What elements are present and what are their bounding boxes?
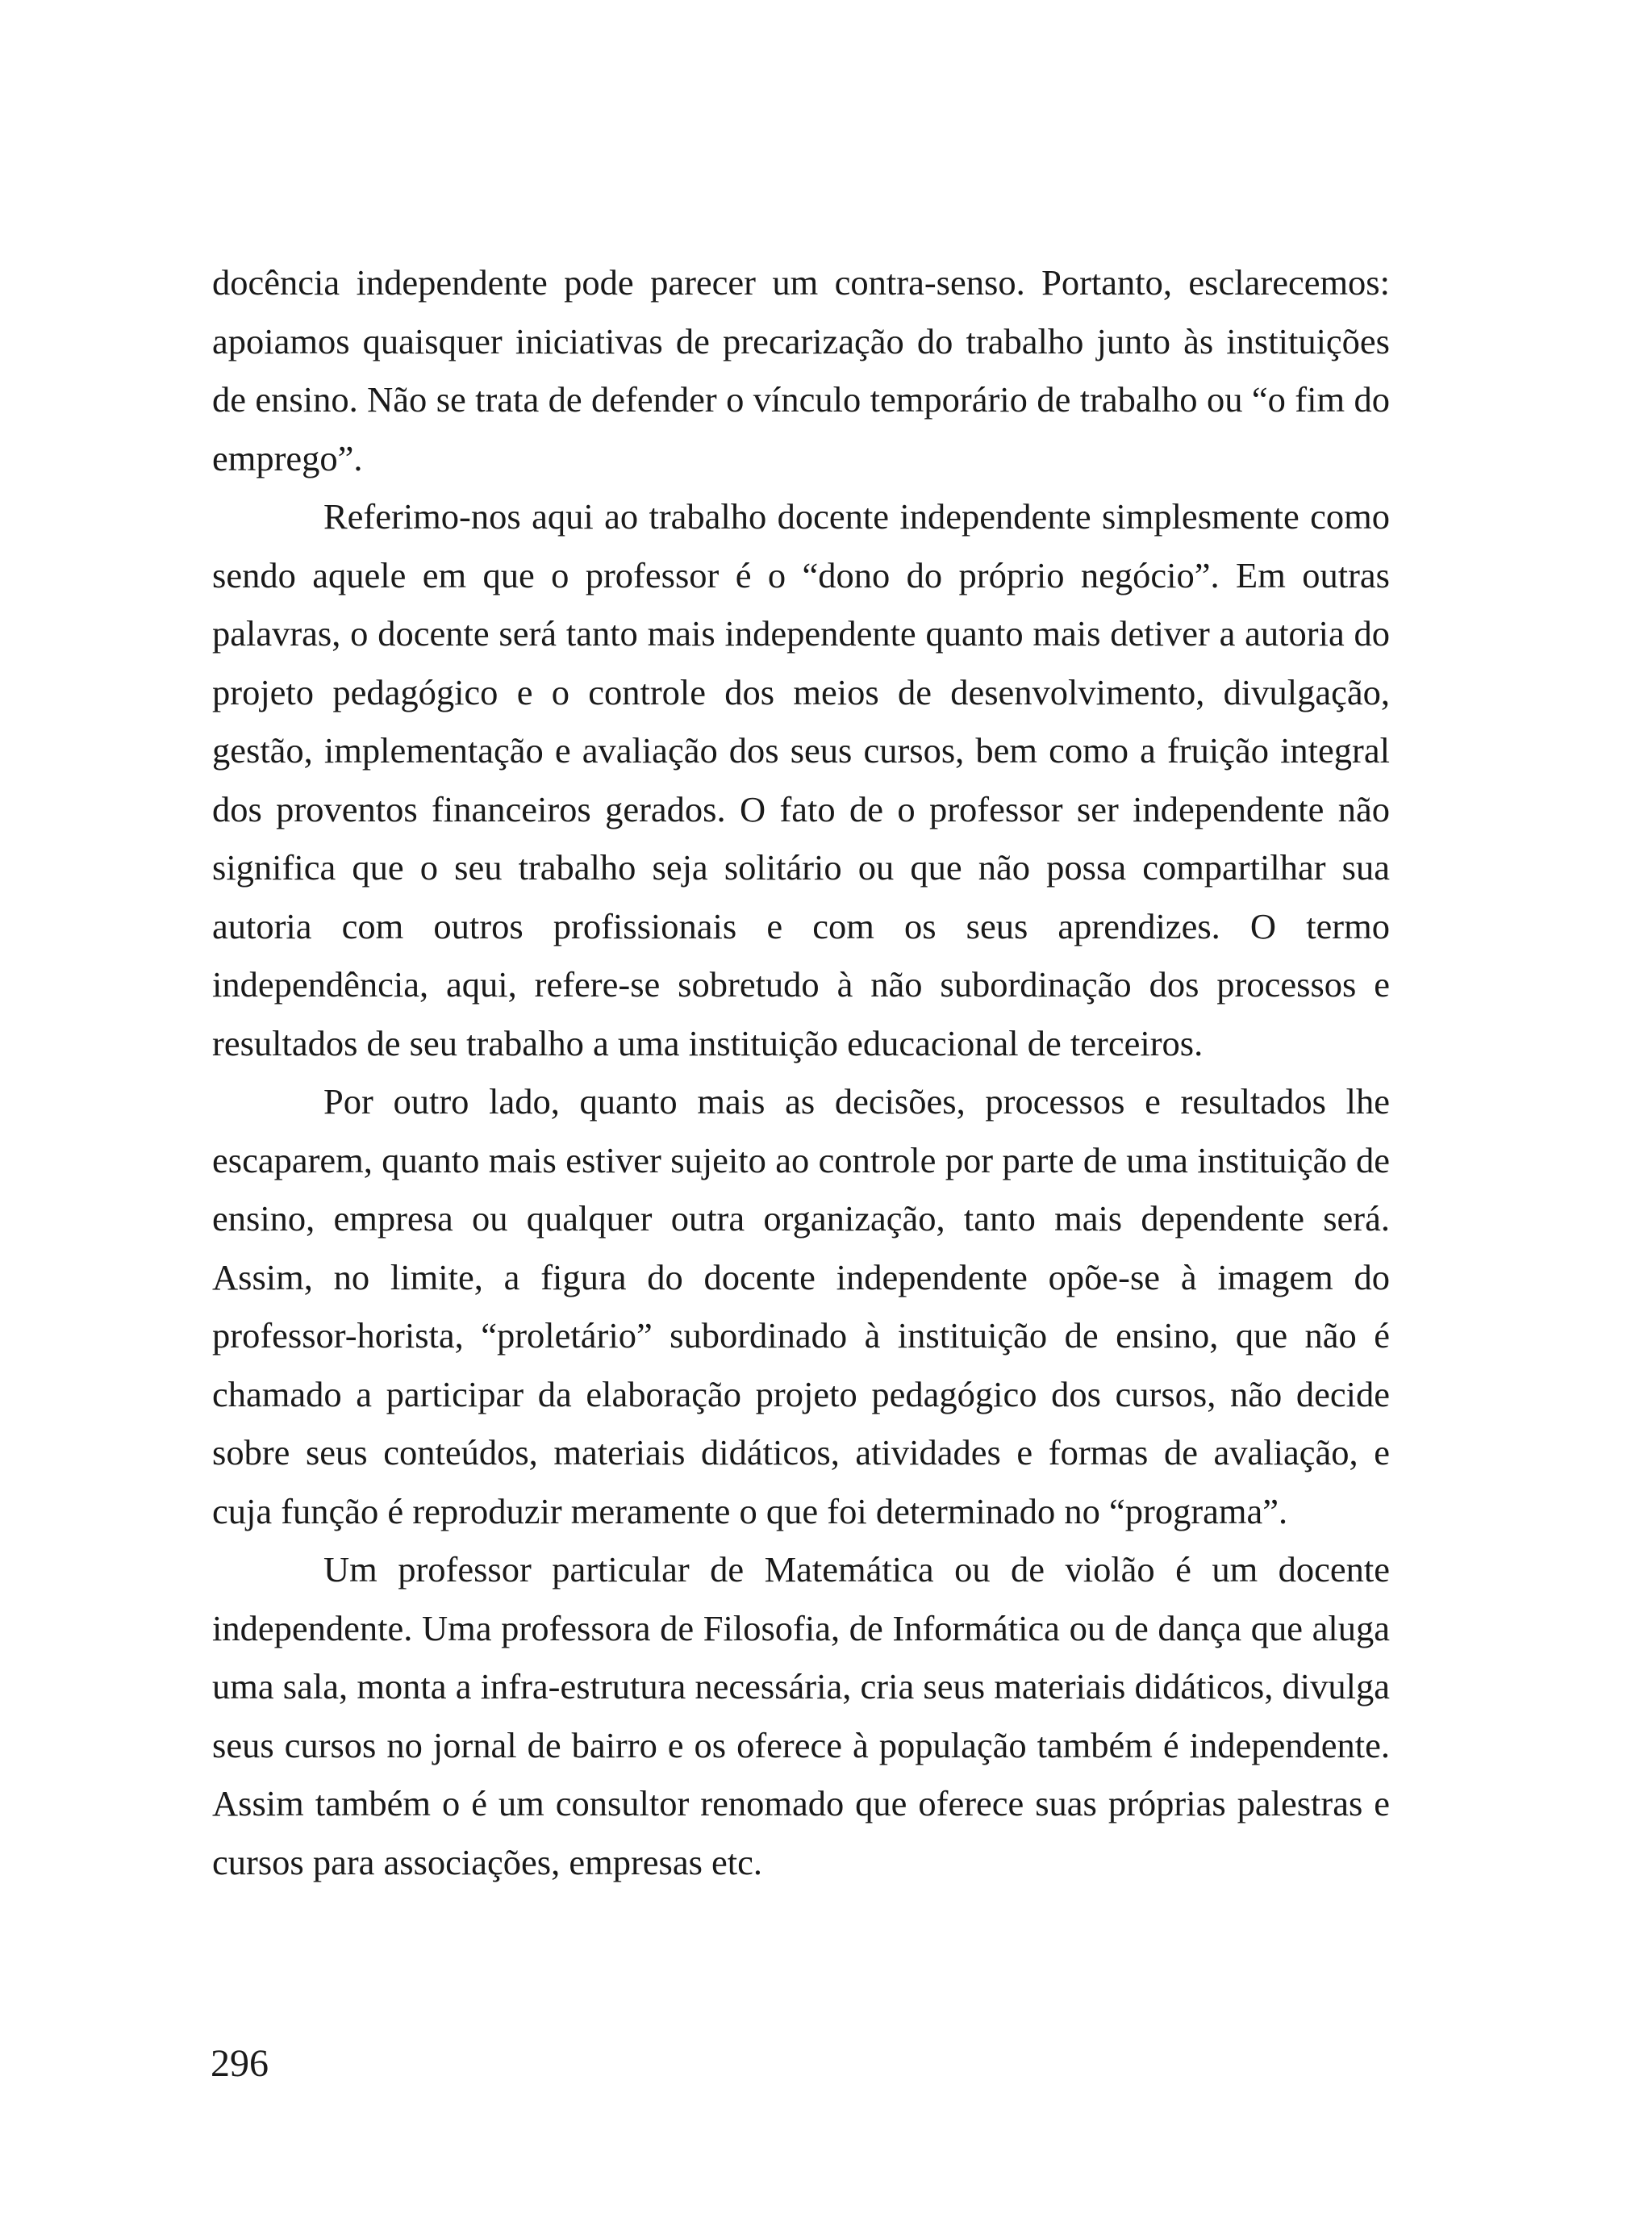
paragraph-2: Referimo-nos aqui ao trabalho docente independente simplesmente como sendo aquele em que o professor é o “dono do próprio negócio”. Em outras palavras, o docente será tanto mais independente quanto mais detiver a autoria do projeto pedagógico e o controle dos meios de desenvolvimento, divulgação, gestão, implementação e avaliação dos seus cursos, bem como a fruição integral dos proventos financeiros gerados. O fato de o professor ser independente não significa que o seu trabalho seja solitário ou que não possa compartilhar sua autoria com outros profissionais e com os seus aprendizes. O termo independência, aqui, refere-se sobretudo à não subordinação dos processos e resultados de seu trabalho a uma instituição educacional de terceiros. <box>212 496 1390 1063</box>
paragraph-4: Um professor particular de Matemática ou de violão é um docente independente. Uma professora de Filosofia, de Informática ou de dança que aluga uma sala, monta a infra-estrutura necessária, cria seus materiais didáticos, divulga seus cursos no jornal de bairro e os oferece à população também é independente. Assim também o é um consultor renomado que oferece suas próprias palestras e cursos para associações, empresas etc. <box>212 1549 1390 1882</box>
page-number: 296 <box>211 2042 269 2085</box>
paragraph-3: Por outro lado, quanto mais as decisões, processos e resultados lhe escaparem, quanto mais estiver sujeito ao controle por parte de uma instituição de ensino, empresa ou qualquer outra organização, tanto mais dependente será. Assim, no limite, a figura do docente independente opõe-se à imagem do professor-horista, “proletário” subordinado à instituição de ensino, que não é chamado a participar da elaboração projeto pedagógico dos cursos, não decide sobre seus conteúdos, materiais didáticos, atividades e formas de avaliação, e cuja função é reproduzir meramente o que foi determinado no “programa”. <box>212 1081 1390 1531</box>
paragraph-1: docência independente pode parecer um contra-senso. Portanto, esclarecemos: apoiamos quaisquer iniciativas de precarização do trabalho junto às instituições de ensino. Não se trata de defender o vínculo temporário de trabalho ou “o fim do emprego”. <box>212 262 1390 478</box>
page-body <box>212 253 1390 1891</box>
